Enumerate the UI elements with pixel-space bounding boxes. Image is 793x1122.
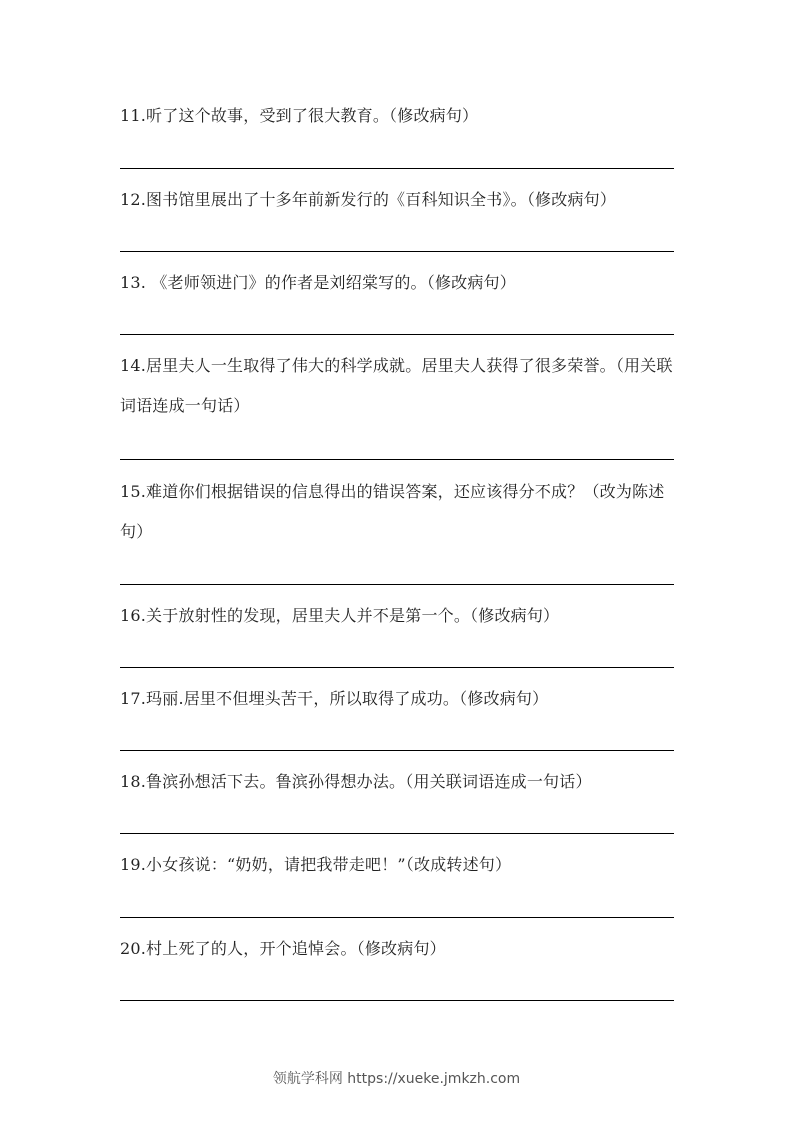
- question-15: [120, 472, 678, 552]
- question-number: 13.: [120, 273, 152, 292]
- answer-line-16: [120, 667, 674, 668]
- question-19: [120, 845, 678, 885]
- question-text: 玛丽.居里不但埋头苦干，所以取得了成功。（修改病句）: [146, 689, 549, 708]
- question-text: 关于放射性的发现，居里夫人并不是第一个。（修改病句）: [146, 606, 560, 625]
- answer-line-19: [120, 917, 674, 918]
- question-text: 图书馆里展出了十多年前新发行的《百科知识全书》。（修改病句）: [146, 190, 617, 209]
- question-14: [120, 346, 678, 426]
- question-number: 19.: [120, 855, 147, 874]
- question-number: 14.: [120, 356, 147, 375]
- question-text: 鲁滨孙想活下去。鲁滨孙得想办法。（用关联词语连成一句话）: [146, 772, 592, 791]
- question-20: [120, 929, 678, 969]
- answer-line-12: [120, 251, 674, 252]
- question-text: 难道你们根据错误的信息得出的错误答案，还应该得分不成？（改为陈述句）: [120, 482, 665, 541]
- answer-line-15: [120, 584, 674, 585]
- question-text: 村上死了的人，开个追悼会。（修改病句）: [146, 939, 446, 958]
- question-number: 18.: [120, 772, 147, 791]
- answer-line-20: [120, 1000, 674, 1001]
- question-13: [120, 263, 678, 303]
- question-text: 《老师领进门》的作者是刘绍棠写的。（修改病句）: [151, 273, 516, 292]
- question-number: 17.: [120, 689, 147, 708]
- answer-line-17: [120, 750, 674, 751]
- question-11: [120, 96, 678, 136]
- question-number: 20.: [120, 939, 147, 958]
- question-text: 听了这个故事，受到了很大教育。（修改病句）: [146, 106, 479, 125]
- question-12: [120, 180, 678, 220]
- question-number: 15.: [120, 482, 147, 501]
- question-18: [120, 762, 678, 802]
- answer-line-18: [120, 833, 674, 834]
- question-text: 小女孩说：“奶奶，请把我带走吧！”（改成转述句）: [146, 855, 512, 874]
- answer-line-13: [120, 334, 674, 335]
- question-text: 居里夫人一生取得了伟大的科学成就。居里夫人获得了很多荣誉。（用关联词语连成一句话）: [120, 356, 673, 415]
- answer-line-11: [120, 168, 674, 169]
- question-number: 16.: [120, 606, 147, 625]
- question-16: [120, 596, 678, 636]
- answer-line-14: [120, 459, 674, 460]
- question-17: [120, 679, 678, 719]
- footer-watermark: 领航学科网 https://xueke.jmkzh.com: [272, 1071, 521, 1087]
- question-number: 12.: [120, 190, 147, 209]
- question-number: 11.: [120, 106, 147, 125]
